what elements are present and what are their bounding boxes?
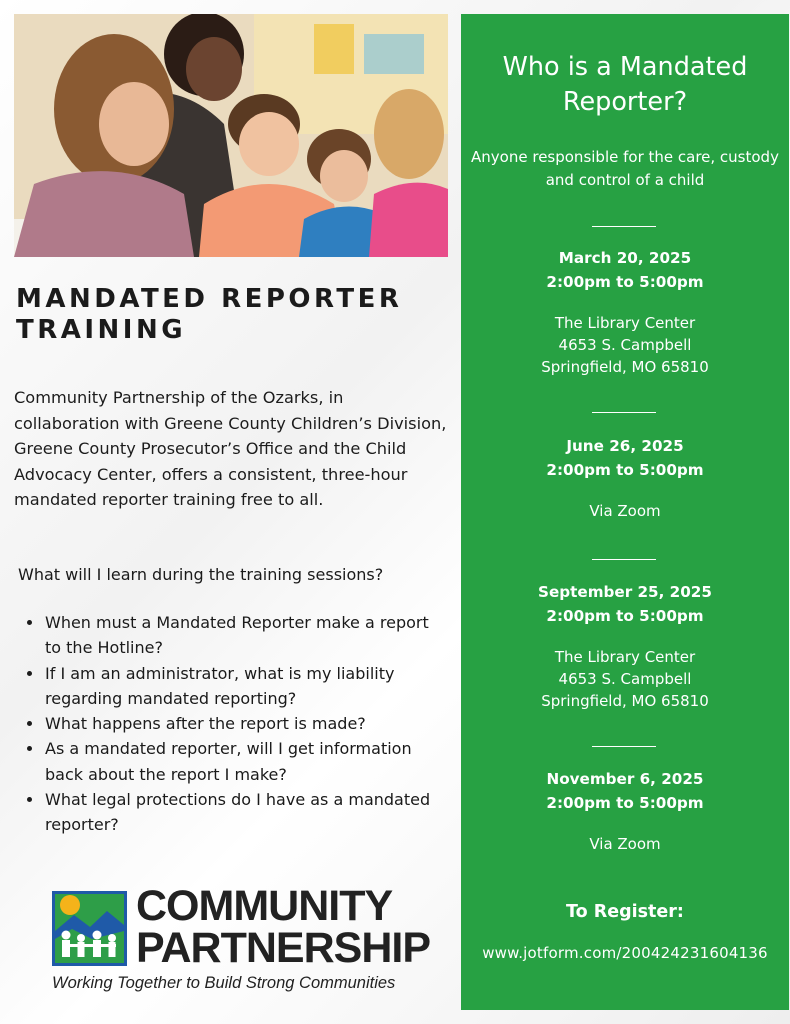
session-time: 2:00pm to 5:00pm: [546, 273, 704, 291]
community-partnership-logo: [52, 882, 431, 998]
logo-word-partnership: PARTNERSHIP: [136, 924, 431, 972]
divider: [592, 746, 656, 747]
session-date: September 25, 2025: [538, 583, 712, 601]
venue-line: 4653 S. Campbell: [558, 670, 692, 688]
intro-paragraph: Community Partnership of the Ozarks, in collaboration with Greene County Children’s Division, Greene County Prosecutor’s Office and the Child Advocacy Center, offers a consistent, three-hour mandated reporter training free to all.: [14, 388, 447, 509]
session-time: 2:00pm to 5:00pm: [546, 461, 704, 479]
venue-line: The Library Center: [554, 648, 696, 666]
people-holding-hands-logo-icon: [52, 891, 127, 966]
session-1: [461, 246, 789, 378]
list-item: What legal protections do I have as a mandated reporter?: [22, 787, 447, 838]
list-item: If I am an administrator, what is my liability regarding mandated reporting?: [22, 661, 447, 712]
venue-line: The Library Center: [554, 314, 696, 332]
list-item: What happens after the report is made?: [22, 711, 447, 736]
classroom-photo: [14, 14, 448, 257]
session-venue: [461, 500, 789, 522]
classroom-photo-illustration: [14, 14, 448, 257]
session-venue: [461, 646, 789, 712]
venue-line: Springfield, MO 65810: [541, 358, 709, 376]
venue-line: Via Zoom: [589, 502, 661, 520]
who-description: Anyone responsible for the care, custody and control of a child: [471, 148, 779, 189]
session-date: March 20, 2025: [558, 249, 692, 267]
session-date: June 26, 2025: [566, 437, 684, 455]
divider: [592, 412, 656, 413]
session-venue: [461, 833, 789, 855]
register-link[interactable]: www.jotform.com/200424231604136: [482, 944, 768, 962]
register-label: To Register:: [566, 902, 684, 922]
panel-heading: [461, 50, 789, 120]
divider: [592, 559, 656, 560]
session-venue: [461, 312, 789, 378]
learn-list: [22, 610, 447, 838]
page-title: [16, 284, 446, 346]
venue-line: Via Zoom: [589, 835, 661, 853]
learn-question: What will I learn during the training sessions?: [18, 565, 384, 584]
panel-heading-text: Who is a Mandated Reporter?: [502, 52, 748, 117]
session-3: [461, 580, 789, 712]
list-item: When must a Mandated Reporter make a report to the Hotline?: [22, 610, 447, 661]
info-panel: [461, 14, 789, 1010]
session-2: [461, 434, 789, 522]
logo-word-community: COMMUNITY: [136, 882, 393, 930]
session-time: 2:00pm to 5:00pm: [546, 794, 704, 812]
session-4: [461, 767, 789, 855]
venue-line: Springfield, MO 65810: [541, 692, 709, 710]
session-date: November 6, 2025: [546, 770, 704, 788]
title-line-2: TRAINING: [16, 315, 187, 345]
venue-line: 4653 S. Campbell: [558, 336, 692, 354]
list-item: As a mandated reporter, will I get information back about the report I make?: [22, 736, 447, 787]
title-line-1: MANDATED REPORTER: [16, 284, 403, 314]
session-time: 2:00pm to 5:00pm: [546, 607, 704, 625]
divider: [592, 226, 656, 227]
logo-tagline: Working Together to Build Strong Communities: [52, 974, 396, 992]
